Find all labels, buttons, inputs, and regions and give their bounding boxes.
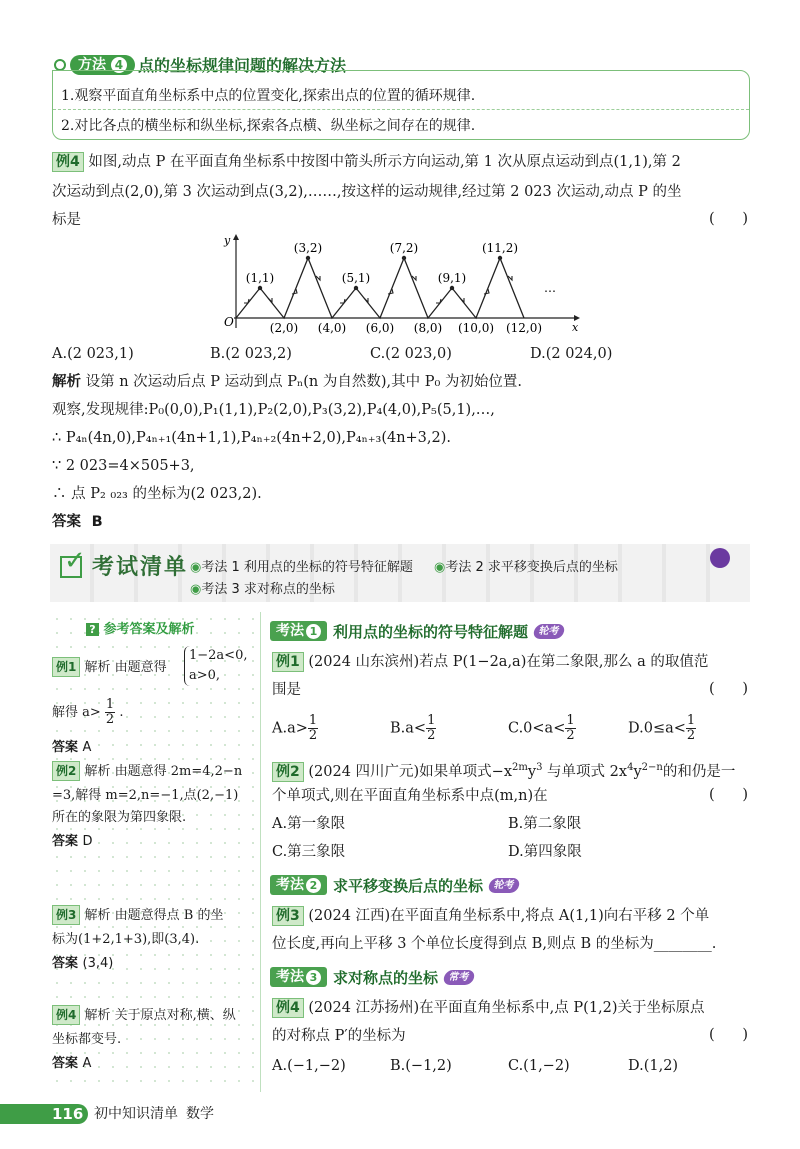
method-box (52, 70, 750, 140)
left-e2-line-3: 所在的象限为第四象限. (52, 810, 187, 825)
left-e1 (52, 656, 167, 677)
ex4-option-c: C.(2 023,0) (370, 346, 452, 362)
ellipsis: … (544, 281, 556, 295)
solution-text-1: 设第 n 次运动后点 P 运动到点 Pₙ(n 为自然数),其中 P₀ 为初始位置. (85, 374, 523, 390)
label-10-0: (10,0) (457, 321, 495, 335)
k1-paren: ( ) (709, 681, 748, 697)
solution-label: 解析 (52, 374, 81, 390)
origin-label: O (224, 315, 234, 329)
book-title: 初中知识清单 (94, 1106, 178, 1122)
ex4-line-2: 次运动到点(2,0),第 3 次运动到点(3,2),……,按这样的运动规律,经过第 2 023 次运动,动点 P 的坐 (52, 184, 682, 200)
k1-option-b: B.a< $\frac{1}{2}$ (390, 713, 436, 743)
k2-label: 考法 2 (270, 875, 327, 895)
method-step-2: 2.对比各点的横坐标和纵坐标,探索各点横、纵坐标之间存在的规律. (61, 118, 476, 134)
k2-ex-tag: 例3 (272, 906, 304, 926)
k2-title (270, 874, 519, 896)
label-11-2: (11,2) (481, 241, 519, 255)
k1e2-ex-tag: 例2 (272, 762, 304, 782)
left-e4-line-2: 坐标都变号. (52, 1032, 122, 1047)
k3-title-text: 求对称点的坐标 (333, 968, 439, 987)
subject: 数学 (186, 1106, 214, 1122)
k3-ex-tag: 例4 (272, 998, 304, 1018)
beetle-icon (710, 548, 730, 568)
ex4-paren: ( ) (709, 211, 748, 227)
method-badge: 方法 4 (70, 55, 135, 75)
answer-value: B (91, 514, 103, 530)
solution-line-5: ∴ 点 P₂ ₀₂₃ 的坐标为(2 023,2). (52, 486, 262, 502)
label-2-0: (2,0) (269, 321, 299, 335)
k3-option-c: C.(1,−2) (508, 1058, 570, 1074)
ex4-figure (220, 232, 590, 342)
arrow-icons (244, 276, 512, 303)
k1-ex-tag: 例1 (272, 652, 304, 672)
k3-paren: ( ) (709, 1027, 748, 1043)
left-e1-res-pre: 解得 a> (52, 705, 101, 720)
left-e3-line-2: 标为(1+2,1+3),即(3,4). (52, 932, 200, 947)
method-number: 4 (111, 57, 127, 73)
k3-option-b: B.(−1,2) (390, 1058, 452, 1074)
left-e3-answer: 答案 (3,4) (52, 956, 114, 971)
left-e2-line-2: =3,解得 m=2,n=−1,点(2,−1) (52, 788, 239, 803)
ex4-option-a: A.(2 023,1) (52, 346, 134, 362)
checklist-title: 考试清单 (92, 555, 189, 580)
left-e1-sys1: 1−2a<0, (189, 648, 248, 663)
left-e3-tag: 例3 (52, 905, 80, 925)
page-number: 116 (52, 1105, 84, 1123)
left-e1-sys2: a>0, (189, 668, 221, 683)
ex4-tag: 例4 (52, 152, 84, 172)
answer-label: 答案 (52, 514, 81, 530)
ex4-line-3: 标是 (52, 212, 81, 228)
k3-stamp: 常考 (442, 970, 475, 985)
k1e2-line-2: 个单项式,则在平面直角坐标系中点(m,n)在 (272, 788, 548, 804)
column-divider (260, 612, 261, 1092)
k1e2-paren: ( ) (709, 787, 748, 803)
label-1-1: (1,1) (245, 271, 275, 285)
item-2-bullet-icon: ◉ (434, 560, 446, 575)
solution-line-3: ∴ P₄ₙ(4n,0),P₄ₙ₊₁(4n+1,1),P₄ₙ₊₂(4n+2,0),P₄ₙ₊₃(4n+3,2). (52, 430, 452, 446)
k2-title-text: 求平移变换后点的坐标 (333, 876, 484, 895)
k1-title (270, 620, 564, 642)
left-e4-tag: 例4 (52, 1005, 80, 1025)
solution-line-4: ∵ 2 023=4×505+3, (52, 458, 195, 474)
left-e4-line-1: 例4 解析 关于原点对称,横、纵 (52, 1004, 236, 1025)
ex4-line-1 (52, 150, 681, 174)
label-7-2: (7,2) (389, 241, 419, 255)
checklist-item-2: ◉考法 2 求平移变换后点的坐标 (434, 560, 618, 575)
method-title: 点的坐标规律问题的解决方法 (138, 56, 347, 75)
answers-header: ? 参考答案及解析 (86, 618, 195, 637)
label-4-0: (4,0) (317, 321, 347, 335)
left-e1-result (52, 698, 123, 727)
k1-option-d: D.0≤a< $\frac{1}{2}$ (628, 713, 696, 743)
left-e2-tag: 例2 (52, 761, 80, 781)
k1-line-2: 围是 (272, 682, 301, 698)
left-e2-answer: 答案 D (52, 834, 93, 849)
k2-line-2: 位长度,再向上平移 3 个单位长度得到点 B,则点 B 的坐标为________. (272, 936, 717, 952)
k1e2-option-a: A.第一象限 (272, 816, 346, 832)
ex4-option-d: D.(2 024,0) (530, 346, 613, 362)
k1-stamp: 轮考 (532, 624, 565, 639)
k3-option-d: D.(1,2) (628, 1058, 679, 1074)
item-1-bullet-icon: ◉ (190, 560, 202, 575)
solution-line-1 (52, 370, 522, 394)
left-e1-tag: 例1 (52, 657, 80, 677)
axis-x-label: x (572, 321, 579, 334)
k3-label: 考法 3 (270, 967, 327, 987)
label-8-0: (8,0) (413, 321, 443, 335)
k1e2-option-b: B.第二象限 (508, 816, 582, 832)
label-9-1: (9,1) (437, 271, 467, 285)
k1e2-option-d: D.第四象限 (508, 844, 582, 860)
left-e1-answer: 答案 A (52, 740, 92, 755)
top-point-labels (246, 241, 518, 285)
label-6-0: (6,0) (365, 321, 395, 335)
k3-line-2: 的对称点 P′的坐标为 (272, 1028, 406, 1044)
checklist-item-1: ◉考法 1 利用点的坐标的符号特征解题 (190, 560, 413, 575)
ex4-text-1: 如图,动点 P 在平面直角坐标系中按图中箭头所示方向运动,第 1 次从原点运动到点(1,1),第 2 (88, 154, 681, 170)
ex4-option-b: B.(2 023,2) (210, 346, 292, 362)
left-e1-res-post: . (119, 705, 124, 720)
footer (0, 1102, 800, 1126)
label-12-0: (12,0) (505, 321, 543, 335)
left-e1-system (184, 646, 247, 686)
k1e2-line-1: 例2 (2024 四川广元)如果单项式$-x^{2m}y^3$ 与单项式 $2x^4y^{2-n}$的和仍是一 (272, 756, 735, 784)
method-step-1: 1.观察平面直角坐标系中点的位置变化,探索出点的位置的循环规律. (61, 88, 476, 104)
checklist-item-3: ◉考法 3 求对称点的坐标 (190, 582, 335, 597)
label-3-2: (3,2) (293, 241, 323, 255)
k2-stamp: 轮考 (487, 878, 520, 893)
bottom-point-labels (270, 321, 542, 335)
left-e1-fraction: $\frac{1}{2}$ (105, 697, 115, 727)
path-line (236, 258, 524, 318)
axis-y-label: y (224, 234, 231, 247)
solution-line-2: 观察,发现规律:P₀(0,0),P₁(1,1),P₂(2,0),P₃(3,2),P₄(4,0),P₅(5,1),…, (52, 402, 495, 418)
k3-option-a: A.(−1,−2) (272, 1058, 346, 1074)
k1-line-1: 例1 (2024 山东滨州)若点 P(1−2a,a)在第二象限,那么 a 的取值范 (272, 650, 708, 674)
k1-option-c: C.0<a< $\frac{1}{2}$ (508, 713, 575, 743)
left-e2-line-1: 例2 解析 由题意得 2m=4,2−n (52, 760, 242, 781)
left-e3-line-1: 例3 解析 由题意得点 B 的坐 (52, 904, 223, 925)
label-5-1: (5,1) (341, 271, 371, 285)
answer-key-icon: ? (86, 623, 99, 636)
check-mark-icon: ✓ (64, 546, 86, 576)
item-3-bullet-icon: ◉ (190, 582, 202, 597)
method-divider (53, 109, 749, 110)
k3-line-1: 例4 (2024 江苏扬州)在平面直角坐标系中,点 P(1,2)关于坐标原点 (272, 996, 705, 1020)
k2-line-1: 例3 (2024 江西)在平面直角坐标系中,将点 A(1,1)向右平移 2 个单 (272, 904, 709, 928)
y-axis-arrow-icon (233, 234, 239, 240)
answer-line (52, 510, 103, 534)
checklist-banner (50, 544, 750, 602)
k1e2-option-c: C.第三象限 (272, 844, 346, 860)
left-e1-text: 解析 由题意得 (84, 660, 167, 675)
left-e4-answer: 答案 A (52, 1056, 92, 1071)
k3-title (270, 966, 474, 988)
k1-label: 考法 1 (270, 621, 327, 641)
k1-title-text: 利用点的坐标的符号特征解题 (333, 622, 529, 641)
k1-option-a: A.a> $\frac{1}{2}$ (272, 713, 318, 743)
answers-column (50, 612, 255, 1092)
